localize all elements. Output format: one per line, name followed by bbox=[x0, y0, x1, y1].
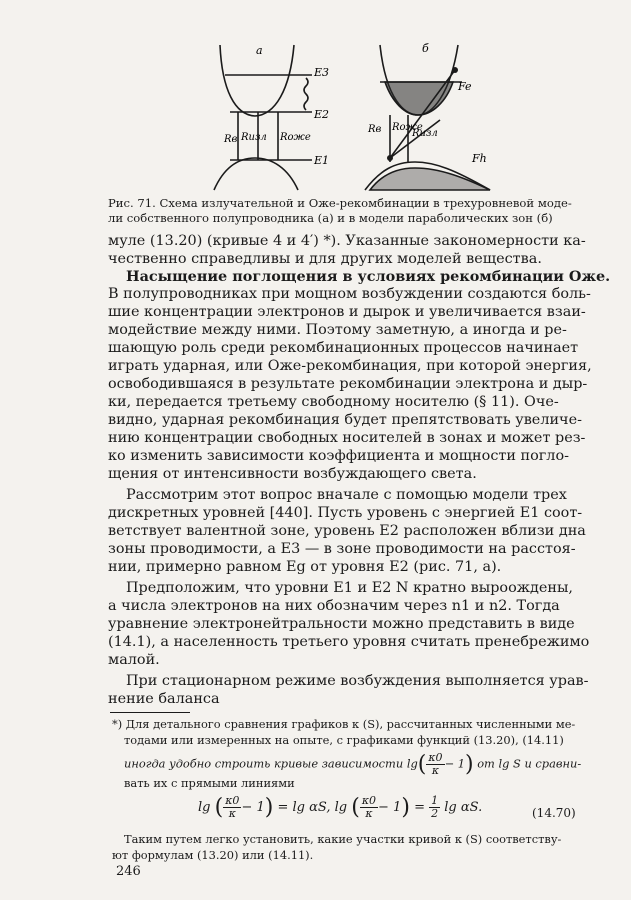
footnote-line: Таким путем легко установить, какие участки кривой κ (S) соответству- bbox=[124, 832, 562, 846]
body-line: Предположим, что уровни E1 и E2 N кратно выроождены, bbox=[126, 580, 573, 596]
label-rv-b: Rв bbox=[368, 124, 382, 135]
footnote-line: вать их с прямыми линиями bbox=[124, 776, 295, 790]
body-line: шающую роль среди рекомбинационных процессов начинает bbox=[108, 340, 579, 356]
label-e2: E2 bbox=[314, 108, 330, 121]
page-number: 246 bbox=[116, 864, 141, 879]
wavy-transition-arrow bbox=[304, 78, 308, 110]
label-rizl-b: Rизл bbox=[412, 128, 438, 139]
footnote-text: иногда удобно строить кривые зависимости lg bbox=[124, 756, 418, 771]
equation-14-70: lg ( $\frac{\kappa 0}{\kappa}$ − 1) = lg αS, lg ( $\frac{\kappa 0}{\kappa}$ − 1) = $\frac{1}{2}$ lg αS. bbox=[198, 794, 483, 820]
fraction: $\frac{\kappa 0}{\kappa}$ bbox=[361, 794, 377, 820]
equation-number: (14.70) bbox=[532, 806, 576, 820]
body-line: видно, ударная рекомбинация будет препятствовать увеличе- bbox=[108, 412, 582, 428]
body-line: зоны проводимости, а E3 — в зоне проводимости на расстоя- bbox=[108, 541, 576, 557]
body-line: а числа электронов на них обозначим через n1 и n2. Тогда bbox=[108, 598, 560, 614]
hole-fill-region bbox=[370, 168, 490, 190]
figure-71 bbox=[200, 40, 530, 195]
label-fe: Fe bbox=[458, 80, 472, 93]
body-line: чественно справедливы и для других моделей вещества. bbox=[108, 251, 542, 267]
panel-a bbox=[214, 45, 312, 190]
valence-band-curve-a bbox=[214, 158, 298, 190]
label-roje-b: Rоже bbox=[392, 122, 423, 133]
label-e3: E3 bbox=[314, 66, 330, 79]
footnote-divider bbox=[110, 712, 190, 713]
label-fh: Fh bbox=[472, 152, 487, 165]
label-e1: E1 bbox=[314, 154, 330, 167]
footnote-line: ют формулам (13.20) или (14.11). bbox=[112, 848, 314, 862]
figure-caption-line-2: ли собственного полупроводника (а) и в модели параболических зон (б) bbox=[108, 211, 553, 225]
body-line: В полупроводниках при мощном возбуждении создаются боль- bbox=[108, 286, 591, 302]
hole-dot bbox=[387, 155, 393, 161]
body-line: ко изменить зависимости коэффициента и мощности погло- bbox=[108, 448, 569, 464]
footnote-text: от lg S и сравни- bbox=[477, 756, 582, 771]
fraction: $\frac{\kappa 0}{\kappa}$ bbox=[225, 794, 240, 820]
body-line: дискретных уровней [440]. Пусть уровень с энергией E1 соот- bbox=[108, 505, 583, 521]
label-roje-a: Rоже bbox=[280, 132, 311, 143]
body-line: освободившаяся в результате рекомбинации электрона и дыр- bbox=[108, 376, 588, 392]
label-a: а bbox=[256, 44, 263, 57]
body-line: ки, передается третьему свободному носителю (§ 11). Оче- bbox=[108, 394, 559, 410]
body-line: уравнение электронейтральности можно представить в виде bbox=[108, 616, 575, 632]
label-b: б bbox=[422, 42, 429, 55]
body-line: (14.1), а населенность третьего уровня считать пренебрежимо bbox=[108, 634, 590, 650]
body-line: При стационарном режиме возбуждения выполняется урав- bbox=[126, 673, 589, 689]
body-line: играть ударная, или Оже-рекомбинация, при которой энергия, bbox=[108, 358, 592, 374]
body-line: Рассмотрим этот вопрос вначале с помощью модели трех bbox=[126, 487, 567, 503]
fraction-half: $\frac{1}{2}$ bbox=[431, 794, 439, 820]
label-rv-a: Rв bbox=[224, 134, 238, 145]
body-line: малой. bbox=[108, 652, 160, 668]
body-line: нию концентрации свободных носителей в зонах и может рез- bbox=[108, 430, 586, 446]
fraction: $\frac{\kappa 0}{\kappa}$ bbox=[428, 751, 443, 777]
body-line: нение баланса bbox=[108, 691, 220, 707]
footnote-line: *) Для детального сравнения графиков κ (S), рассчитанных численными ме- bbox=[112, 717, 576, 731]
panel-b bbox=[365, 45, 490, 190]
body-line: нии, примерно равном Eg от уровня E2 (рис. 71, а). bbox=[108, 559, 502, 575]
section-heading: Насыщение поглощения в условиях рекомбинации Оже. bbox=[126, 268, 611, 285]
label-rizl-a: Rизл bbox=[241, 132, 267, 143]
body-line: муле (13.20) (кривые 4 и 4′) *). Указанные закономерности ка- bbox=[108, 233, 586, 249]
footnote-formula-line: иногда удобно строить кривые зависимости lg( $\frac{\kappa 0}{\kappa}$ − 1) от lg S и сравни- bbox=[124, 751, 582, 777]
electron-dot bbox=[452, 67, 458, 73]
body-line: модействие между ними. Поэтому заметную, а иногда и ре- bbox=[108, 322, 567, 338]
body-line: ветствует валентной зоне, уровень E2 расположен вблизи дна bbox=[108, 523, 586, 539]
body-line: щения от интенсивности возбуждающего света. bbox=[108, 466, 477, 482]
footnote-line: тодами или измеренных на опыте, с графиками функций (13.20), (14.11) bbox=[124, 733, 564, 747]
figure-caption-line-1: Рис. 71. Схема излучательной и Оже-рекомбинации в трехуровневой моде- bbox=[108, 196, 572, 210]
body-line: шие концентрации электронов и дырок и увеличивается взаи- bbox=[108, 304, 586, 320]
